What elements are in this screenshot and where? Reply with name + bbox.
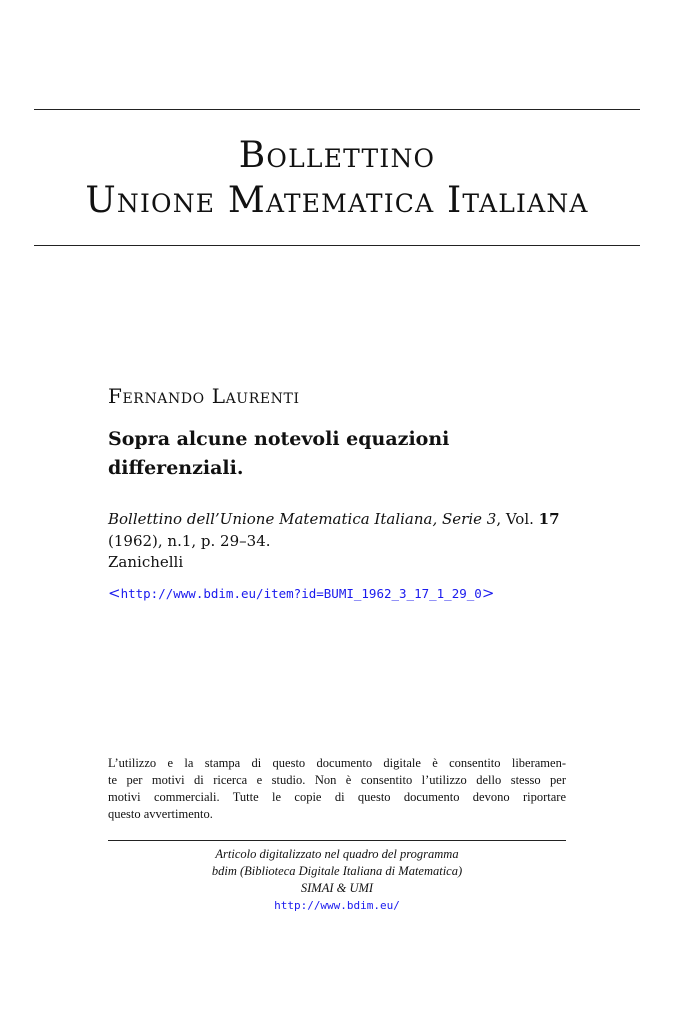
item-url-link[interactable]: http://www.bdim.eu/item?id=BUMI_1962_3_17_1_29_0 [120,586,482,601]
publisher: Zanichelli [108,553,184,571]
footer-rule [108,840,566,841]
footer [108,846,566,914]
item-link-line [108,584,494,602]
notice-line: questo avvertimento. [108,807,213,821]
notice-line: motivi commerciali. Tutte le copie di questo documento devono riportare [108,790,566,804]
link-open-bracket: < [108,584,121,602]
citation-series: Bollettino dell’Unione Matematica Italiana, Serie 3 [108,510,497,528]
footer-line: SIMAI & UMI [300,881,374,895]
footer-line: Articolo digitalizzato nel quadro del programma [215,847,459,861]
journal-masthead-line1: Bollettino [238,135,436,176]
footer-line: bdim (Biblioteca Digitale Italiana di Matematica) [211,864,463,878]
footer-url-link[interactable]: http://www.bdim.eu/ [274,899,400,912]
notice-line: L’utilizzo e la stampa di questo documento digitale è consentito liberamen- [108,756,566,770]
usage-notice [108,755,566,823]
article-title: Sopra alcune notevoli equazioni differenziali. [108,428,450,479]
author-name: Fernando Laurenti [108,384,300,408]
bottom-rule [34,245,640,246]
citation [108,508,578,552]
citation-vol-label: , Vol. [496,510,539,528]
top-rule [34,109,640,110]
link-close-bracket: > [481,584,495,602]
citation-details: (1962), n.1, p. 29–34. [108,532,271,550]
journal-masthead-line2: Unione Matematica Italiana [85,180,589,221]
citation-volume: 17 [538,510,560,528]
notice-line: te per motivi di ricerca e studio. Non è consentito l’utilizzo dello stesso per [108,773,566,787]
